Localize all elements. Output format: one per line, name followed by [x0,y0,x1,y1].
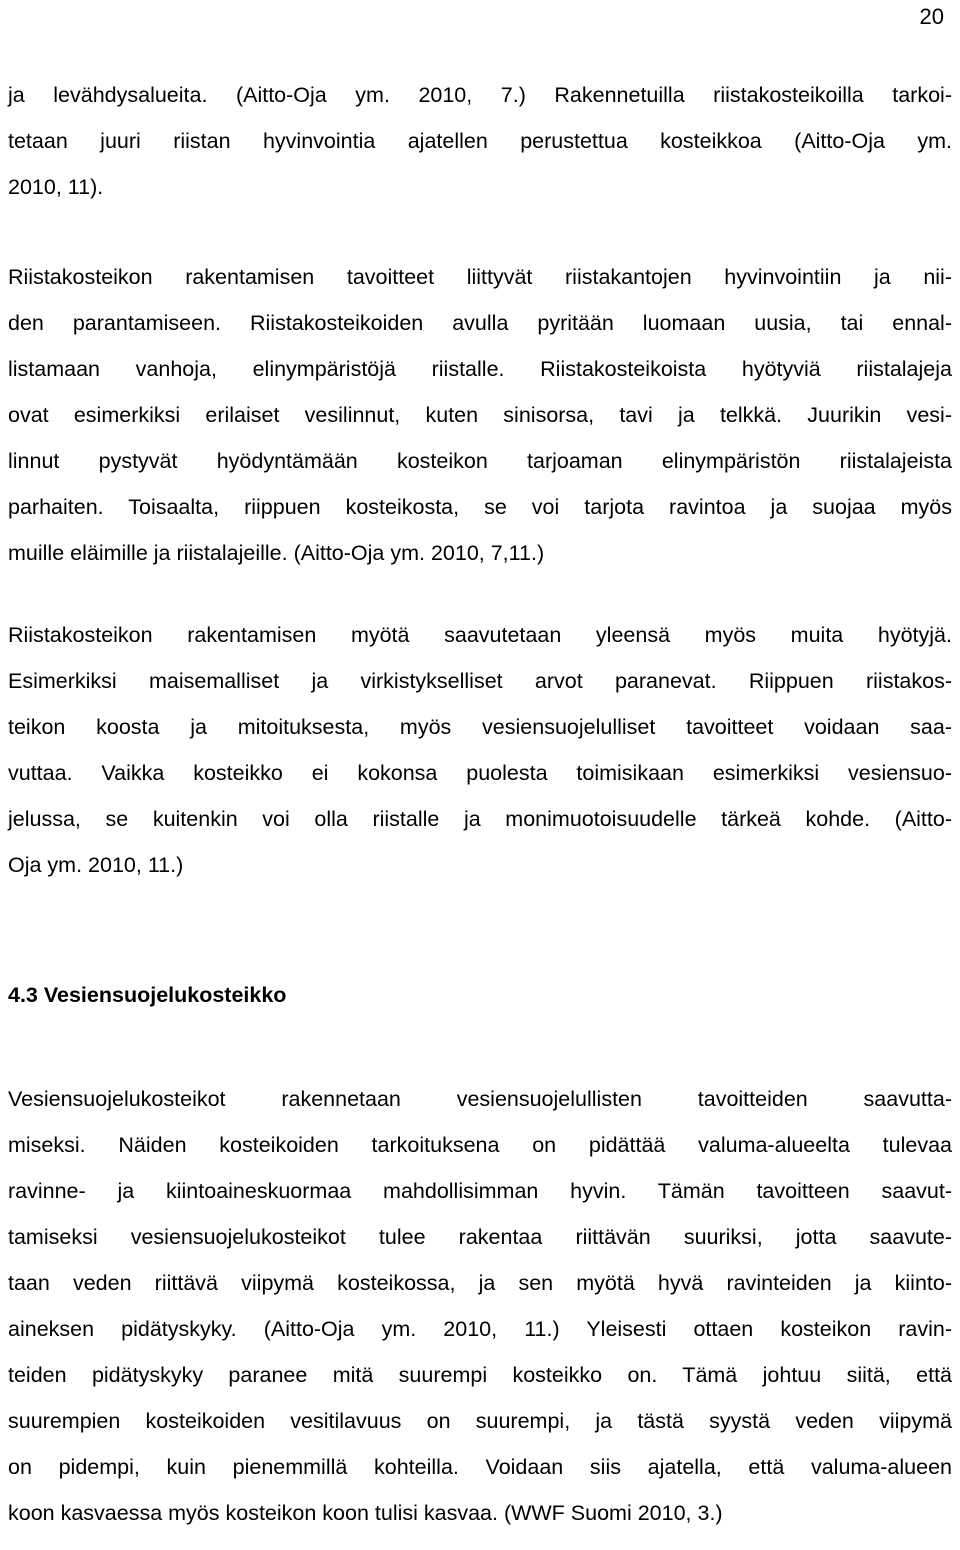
paragraph-4 [8,1076,952,1536]
paragraph-2 [8,254,952,576]
text-line: muille eläimille ja riistalajeille. (Aitto-Oja ym. 2010, 7,11.) [8,541,545,565]
text-line: on pidempi, kuin pienemmillä kohteilla. Voidaan siis ajatella, että valuma-alueen [8,1455,952,1479]
text-line: teiden pidätyskyky paranee mitä suurempi kosteikko on. Tämä johtuu siitä, että [8,1363,952,1387]
document-body [8,72,952,1536]
text-line: tetaan juuri riistan hyvinvointia ajatellen perustettua kosteikkoa (Aitto-Oja ym. [8,129,952,153]
text-line: Vesiensuojelukosteikot rakennetaan vesiensuojelullisten tavoitteiden saavutta- [8,1087,952,1111]
text-line: Riistakosteikon rakentamisen tavoitteet liittyvät riistakantojen hyvinvointiin ja nii- [8,265,952,289]
text-line: koon kasvaessa myös kosteikon koon tulisi kasvaa. (WWF Suomi 2010, 3.) [8,1501,723,1525]
text-line: 2010, 11). [8,175,104,199]
text-line: suurempien kosteikoiden vesitilavuus on suurempi, ja tästä syystä veden viipymä [8,1409,952,1433]
text-line: Esimerkiksi maisemalliset ja virkistykselliset arvot paranevat. Riippuen riistakos- [8,669,952,693]
text-line: Oja ym. 2010, 11.) [8,853,184,877]
text-line: tamiseksi vesiensuojelukosteikot tulee rakentaa riittävän suuriksi, jotta saavute- [8,1225,952,1249]
text-line: listamaan vanhoja, elinympäristöjä riistalle. Riistakosteikoista hyötyviä riistalajeja [8,357,952,381]
text-line: aineksen pidätyskyky. (Aitto-Oja ym. 2010, 11.) Yleisesti ottaen kosteikon ravin- [8,1317,952,1341]
text-line: den parantamiseen. Riistakosteikoiden avulla pyritään luomaan uusia, tai ennal- [8,311,952,335]
paragraph-3 [8,612,952,888]
text-line: parhaiten. Toisaalta, riippuen kosteikosta, se voi tarjota ravintoa ja suojaa myös [8,495,952,519]
text-line: jelussa, se kuitenkin voi olla riistalle ja monimuotoisuudelle tärkeä kohde. (Aitto- [8,807,952,831]
text-line: ovat esimerkiksi erilaiset vesilinnut, kuten sinisorsa, tavi ja telkkä. Juurikin vesi- [8,403,952,427]
section-heading: 4.3 Vesiensuojelukosteikko [8,983,287,1007]
text-line: Riistakosteikon rakentamisen myötä saavutetaan yleensä myös muita hyötyjä. [8,623,952,647]
text-line: linnut pystyvät hyödyntämään kosteikon tarjoaman elinympäristön riistalajeista [8,449,952,473]
text-line: vuttaa. Vaikka kosteikko ei kokonsa puolesta toimisikaan esimerkiksi vesiensuo- [8,761,952,785]
text-line: miseksi. Näiden kosteikoiden tarkoituksena on pidättää valuma-alueelta tulevaa [8,1133,952,1157]
paragraph-1 [8,72,952,210]
text-line: teikon koosta ja mitoituksesta, myös vesiensuojelulliset tavoitteet voidaan saa- [8,715,952,739]
text-line: ravinne- ja kiintoaineskuormaa mahdollisimman hyvin. Tämän tavoitteen saavut- [8,1179,952,1203]
text-line: taan veden riittävä viipymä kosteikossa, ja sen myötä hyvä ravinteiden ja kiinto- [8,1271,952,1295]
text-line: ja levähdysalueita. (Aitto-Oja ym. 2010, 7.) Rakennetuilla riistakosteikoilla tarkoi- [8,83,952,107]
page-number: 20 [919,4,944,29]
